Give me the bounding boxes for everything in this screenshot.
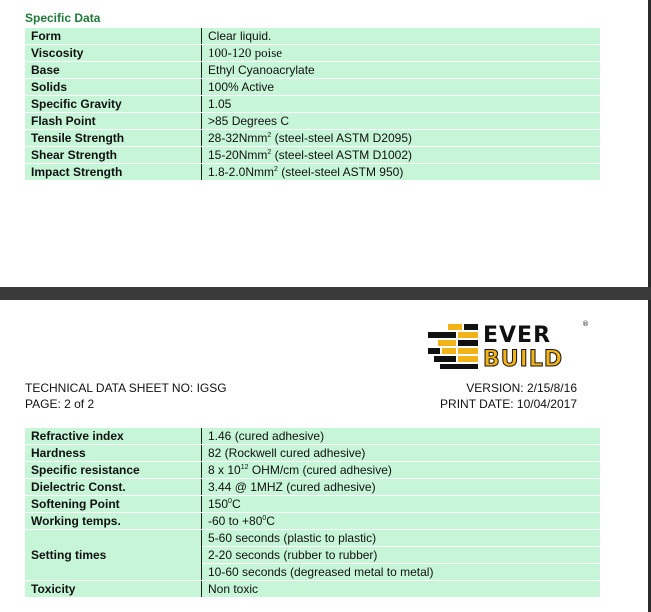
value-superscript: 0 xyxy=(228,498,232,505)
row-label: Setting times xyxy=(25,530,202,581)
table-row xyxy=(25,445,600,462)
row-label: Specific resistance xyxy=(25,462,202,479)
row-value: 100% Active xyxy=(202,79,601,96)
row-value: 3.44 @ 1MHZ (cured adhesive) xyxy=(202,479,601,496)
table-row xyxy=(25,45,600,62)
value-superscript: 0 xyxy=(262,515,267,522)
row-label: Working temps. xyxy=(25,513,202,530)
row-value: Non toxic xyxy=(202,581,601,598)
table-row xyxy=(25,96,600,113)
row-value: 2-20 seconds (rubber to rubber) xyxy=(202,547,601,564)
row-value: 1.46 (cured adhesive) xyxy=(202,428,601,445)
row-label: Specific Gravity xyxy=(25,96,202,113)
logo-text-build: BUILD xyxy=(483,347,564,370)
row-label: Impact Strength xyxy=(25,164,202,181)
table-row xyxy=(25,530,600,547)
value-suffix: OHM/cm (cured adhesive) xyxy=(248,463,392,477)
page-break-divider xyxy=(0,287,651,300)
value-main: -60 to +80 xyxy=(208,514,263,528)
row-label: Softening Point xyxy=(25,496,202,513)
table-row xyxy=(25,581,600,598)
page-number: PAGE: 2 of 2 xyxy=(25,397,95,411)
row-label: Tensile Strength xyxy=(25,130,202,147)
row-label: Hardness xyxy=(25,445,202,462)
row-label: Toxicity xyxy=(25,581,202,598)
value-main: 1.8-2.0Nmm xyxy=(208,165,275,179)
value-main: 15-20Nmm xyxy=(208,148,268,162)
everbuild-logo xyxy=(428,320,590,370)
row-label: Solids xyxy=(25,79,202,96)
value-superscript: 12 xyxy=(240,464,249,471)
row-label: Flash Point xyxy=(25,113,202,130)
value-main: 8 x 10 xyxy=(208,463,241,477)
value-main: 150 xyxy=(208,497,229,511)
table-row xyxy=(25,428,600,445)
value-main: 28-32Nmm xyxy=(208,131,268,145)
table-row xyxy=(25,462,600,479)
value-suffix: C xyxy=(231,497,241,511)
row-label: Form xyxy=(25,28,202,45)
row-value: 1.05 xyxy=(202,96,601,113)
value-suffix: (steel-steel ASTM D2095) xyxy=(271,131,412,145)
row-value: Ethyl Cyanoacrylate xyxy=(202,62,601,79)
table-row xyxy=(25,130,600,147)
version-label: VERSION: 2/15/8/16 xyxy=(466,381,577,395)
row-value: Clear liquid. xyxy=(202,28,601,45)
row-value: 100-120 poise xyxy=(202,45,601,62)
value-suffix: (steel-steel ASTM D1002) xyxy=(271,148,412,162)
row-label: Viscosity xyxy=(25,45,202,62)
brick-icon xyxy=(428,324,478,369)
row-value: 10-60 seconds (degreased metal to metal) xyxy=(202,564,601,581)
row-value: 5-60 seconds (plastic to plastic) xyxy=(202,530,601,547)
table-row xyxy=(25,147,600,164)
row-value xyxy=(202,513,601,530)
table-row xyxy=(25,113,600,130)
specific-data-table xyxy=(25,28,600,181)
row-value: 82 (Rockwell cured adhesive) xyxy=(202,445,601,462)
row-value xyxy=(202,130,601,147)
properties-table xyxy=(25,428,600,598)
registered-mark: ® xyxy=(582,320,589,328)
table-row xyxy=(25,62,600,79)
value-suffix: C xyxy=(266,514,275,528)
row-value: >85 Degrees C xyxy=(202,113,601,130)
table-row xyxy=(25,28,600,45)
value-suffix: (steel-steel ASTM 950) xyxy=(277,165,404,179)
value-superscript: 2 xyxy=(267,132,272,139)
row-label: Refractive index xyxy=(25,428,202,445)
print-date: PRINT DATE: 10/04/2017 xyxy=(440,397,577,411)
section-title-specific-data: Specific Data xyxy=(25,11,101,25)
logo-text-ever: EVER xyxy=(483,323,552,348)
row-value xyxy=(202,496,601,513)
sheet-number: TECHNICAL DATA SHEET NO: IGSG xyxy=(25,381,227,395)
table-row xyxy=(25,479,600,496)
value-superscript: 2 xyxy=(274,166,278,173)
row-label: Dielectric Const. xyxy=(25,479,202,496)
row-label: Base xyxy=(25,62,202,79)
row-value xyxy=(202,164,601,181)
table-row xyxy=(25,496,600,513)
row-value xyxy=(202,147,601,164)
row-label: Shear Strength xyxy=(25,147,202,164)
row-value xyxy=(202,462,601,479)
table-row xyxy=(25,79,600,96)
value-superscript: 2 xyxy=(267,149,272,156)
table-row xyxy=(25,513,600,530)
table-row xyxy=(25,164,600,181)
